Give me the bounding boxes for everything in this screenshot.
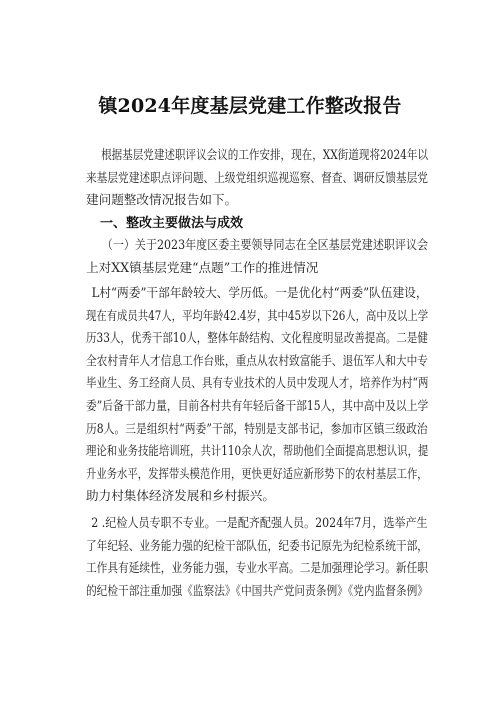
text-line: 理论和业务技能培训班，共计110余人次，帮助他们全面提高思想认识，提 xyxy=(86,443,429,459)
text-line: 根据基层党建述职评议会议的工作安排，现在，XX街道现将2024年以 xyxy=(101,147,428,162)
document-title: 镇2024年度基层党建工作整改报告 xyxy=(98,95,402,117)
text-line: （一）关于2023年度区委主要领导同志在全区基层党建述职评议会 xyxy=(101,237,429,252)
text-line: 来基层党建述职点评问题、上级党组织巡视巡察、督查、调研反馈基层党 xyxy=(86,169,428,185)
text-line: 全农村青年人才信息工作台账，重点从农村致富能手、退伍军人和大中专 xyxy=(86,352,428,368)
text-line: 2 .纪检人员专职不专业。一是配齐配强人员。2024年7月，选举产生 xyxy=(91,515,428,530)
text-line: 现在有成员共47人，平均年龄42.4岁，其中45岁以下26人，高中及以上学 xyxy=(86,307,429,323)
text-line: 历33人，优秀干部10人，整体年龄结构、文化程度明显改善提高。二是健 xyxy=(86,330,428,346)
text-line: 上对XX镇基层党建“点题”工作的推进情况 xyxy=(86,259,319,275)
text-line: 的纪检干部注重加强《监察法》《中国共产党问责条例》《党内监督条例》 xyxy=(86,582,428,598)
text-line: 了年纪轻、业务能力强的纪检干部队伍，纪委书记原先为纪检系统干部， xyxy=(86,537,428,553)
text-line: 建问题整改情况报告如下。 xyxy=(86,192,238,208)
section-heading: 一、整改主要做法与成效 xyxy=(100,216,244,231)
body-paragraph-2 xyxy=(86,512,428,602)
intro-paragraph xyxy=(86,144,428,212)
text-line: 委”后备干部力量，目前各村共有年轻后备干部15人，其中高中及以上学 xyxy=(86,397,429,413)
text-line: 历8人。三是组织村“两委”干部，特别是支部书记，参加市区镇三级政治 xyxy=(86,420,428,436)
text-line: 毕业生、务工经商人员、具有专业技术的人员中发现人才，培养作为村“两 xyxy=(86,375,429,391)
text-line: L村“两委”干部年龄较大、学历低。一是优化村“两委”队伍建设， xyxy=(91,285,428,300)
text-line: 工作具有延续性，业务能力强，专业水平高。二是加强理论学习。新任职 xyxy=(86,560,428,576)
body-paragraph-1 xyxy=(86,282,428,508)
text-line: 升业务水平，发挥带头模范作用，更快更好适应新形势下的农村基层工作， xyxy=(86,465,428,481)
subsection-heading xyxy=(86,234,428,279)
text-line: 助力村集体经济发展和乡村振兴。 xyxy=(86,488,275,504)
